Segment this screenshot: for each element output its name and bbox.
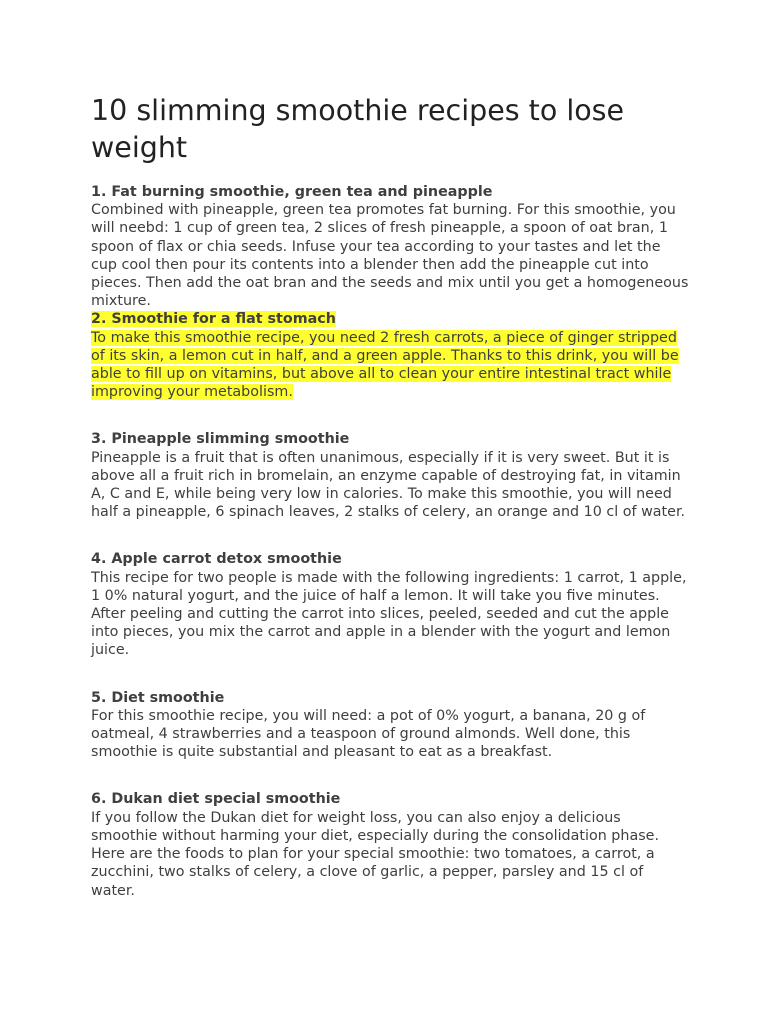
recipe-heading: 1. Fat burning smoothie, green tea and pineapple	[91, 184, 493, 200]
recipe-text: If you follow the Dukan diet for weight loss, you can also enjoy a delicious smoothie without harming your diet, especially during the consolidation phase. Here are the foods to plan for your special smoothie: two tomatoes, a carrot, a zucchini, two stalks of celery, a clove of garlic, a pepper, parsley and 15 cl of water.	[91, 809, 659, 899]
recipe-text: To make this smoothie recipe, you need 2 fresh carrots, a piece of ginger stripped of its skin, a lemon cut in half, and a green apple. Thanks to this drink, you will be able to fill up on vitamins, but above all to clean your entire intestinal tract while improving your metabolism.	[91, 329, 679, 401]
recipe-heading: 6. Dukan diet special smoothie	[91, 791, 341, 808]
recipe-section	[91, 689, 691, 762]
recipe-text: Pineapple is a fruit that is often unanimous, especially if it is very sweet. But it is above all a fruit rich in bromelain, an enzyme capable of destroying fat, in vitamin A, C and E, while being very low in calories. To make this smoothie, you will need half a pineapple, 6 spinach leaves, 2 stalks of celery, an orange and 10 cl of water.	[91, 449, 686, 521]
recipe-heading: 4. Apple carrot detox smoothie	[91, 551, 342, 568]
document-page	[91, 92, 691, 900]
recipe-text: Combined with pineapple, green tea promotes fat burning. For this smoothie, you will neebd: 1 cup of green tea, 2 slices of fresh pineapple, a spoon of oat bran, 1 spoon of flax or chia seeds. Infuse your tea according to your tastes and let the cup cool then pour its contents into a blender then add the pineapple cut into pieces. Then add the oat bran and the seeds and mix until you get a homogeneous mixture.	[91, 202, 689, 310]
recipe-section	[91, 430, 691, 521]
recipe-section	[91, 550, 691, 659]
recipe-section-highlighted	[91, 310, 691, 401]
recipe-heading: 5. Diet smoothie	[91, 689, 225, 706]
recipe-heading: 2. Smoothie for a flat stomach	[91, 311, 336, 328]
document-title: 10 slimming smoothie recipes to lose weight	[91, 94, 625, 164]
recipe-section	[91, 183, 691, 310]
recipe-section	[91, 790, 691, 899]
recipe-heading: 3. Pineapple slimming smoothie	[91, 431, 350, 448]
recipe-text: For this smoothie recipe, you will need: a pot of 0% yogurt, a banana, 20 g of oatmeal, 4 strawberries and a teaspoon of ground almonds. Well done, this smoothie is quite substantial and pleasant to eat as a breakfast.	[91, 707, 646, 761]
recipe-text: This recipe for two people is made with the following ingredients: 1 carrot, 1 apple, 1 0% natural yogurt, and the juice of half a lemon. It will take you five minutes. After peeling and cutting the carrot into slices, peeled, seeded and cut the apple into pieces, you mix the carrot and apple in a blender with the yogurt and lemon juice.	[91, 569, 687, 659]
